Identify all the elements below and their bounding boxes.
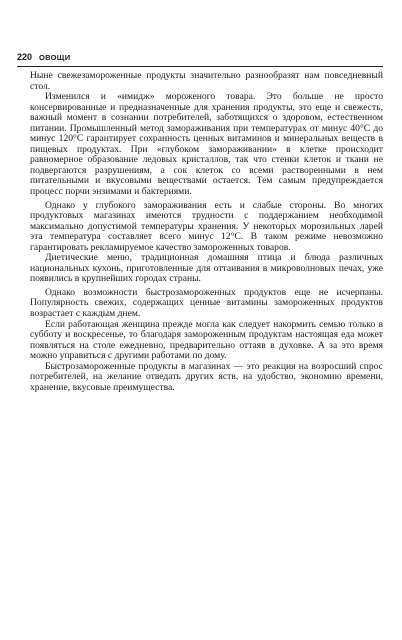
paragraph: Изменился и «имидж» мороженого товара. Это больше не просто консервированные и предназначенные для хранения продукты, это еще и свежесть, важный момент в сознании потребителей, заботящихся о здоровом, естественном питании. Промышленный метод замораживания при температурах от минус 40°С до минус 120°С гарантирует сохранность ценных витаминов и минеральных веществ в пищевых продуктах. При «глубоком замораживании» в клетке происходит равномерное образование ледовых кристаллов, так что стенки клеток и ткани не подвергаются разрушениям, а сок клеток со всеми растворенными в нем питательными и вкусовыми веществами остается. Тем самым предупреждается процесс порчи энзимами и бактериями. [30,91,383,198]
running-head: ОВОЩИ [39,53,71,62]
paragraph: Диетические меню, традиционная домашняя птица и блюда различных национальных кухонь, приготовленные для оттаивания в микроволновых печах, уже появились в крупнейших городах страны. [30,252,383,285]
paragraph: Ныне свежезамороженные продукты значительно разнообразят нам повседневный стол. [30,70,383,92]
paragraph: Однако у глубокого замораживания есть и слабые стороны. Во многих продуктовых магазинах имеются трудности с поддержанием необходимой максимально допустимой температуры хранения. У некоторых морозильных ларей эта температура составляет всего минус 12°С. В таком режиме невозможно гарантировать рекламируемое качество замороженных товаров. [30,199,383,253]
body-text [30,71,383,393]
paragraph: Однако возможности быстрозамороженных продуктов еще не исчерпаны. Популярность свежих, содержащих ценные витамины замороженных продуктов возрастает с каждым днем. [30,286,383,320]
paragraph: Если работающая женщина прежде могла как следует накормить семью только в субботу и воскресенье, то благодаря замороженным продуктам настоящая еда может появляться на столе ежедневно, предварительно оттаяв в духовке. А за это время можно управиться с другими работами по дому. [30,318,383,362]
page-number: 220 [17,52,33,62]
paragraph: Быстрозамороженные продукты в магазинах — это реакция на возросший спрос потребителей, на желание отведать других яств, на удобство, экономию времени, хранение, вкусовые преимущества. [30,360,383,393]
page-header [17,52,383,67]
